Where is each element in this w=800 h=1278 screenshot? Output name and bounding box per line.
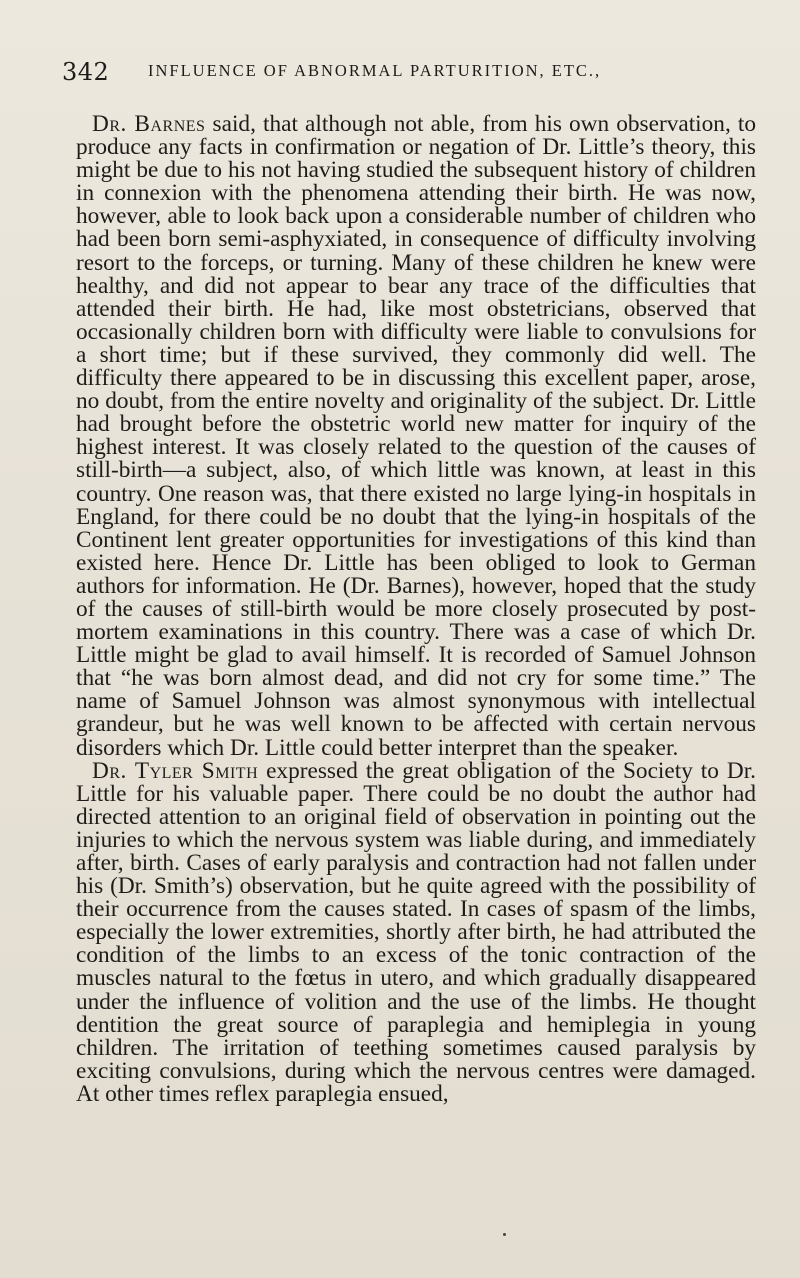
speaker-name: Dr. Barnes: [92, 111, 206, 137]
running-title: INFLUENCE OF ABNORMAL PARTURITION, ETC.,: [148, 61, 602, 80]
ink-speck: [503, 1233, 506, 1236]
paragraph-text: said, that although not able, from his own observation, to produce any facts in confirmation or negation of Dr. Little’s theory, this might be due to his not having studied the subsequent history of children in connexion with the phenomena attending their birth. He was now, however, able to look back upon a considerable number of children who had been born semi-asphyxiated, in consequence of difficulty involving resort to the forceps, or turning. Many of these children he knew were healthy, and did not appear to bear any trace of the difficulties that attended their birth. He had, like most obstetricians, observed that occasionally children born with difficulty were liable to convulsions for a short time; but if these survived, they commonly did well. The difficulty there appeared to be in discussing this excellent paper, arose, no doubt, from the entire novelty and originality of the subject. Dr. Little had brought before the obstetric world new matter for inquiry of the highest interest. It was closely related to the question of the causes of still-birth—a subject, also, of which little was known, at least in this country. One reason was, that there existed no large lying-in hospitals in England, for there could be no doubt that the lying-in hospitals of the Continent lent greater opportunities for investigations of this kind than existed here. Hence Dr. Little has been obliged to look to German authors for information. He (Dr. Barnes), however, hoped that the study of the causes of still-birth would be more closely prosecuted by post-mortem examinations in this country. There was a case of which Dr. Little might be glad to avail himself. It is recorded of Samuel Johnson that “he was born almost dead, and did not cry for some time.” The name of Samuel Johnson was almost synonymous with intellectual grandeur, but he was well known to be affected with certain nervous disorders which Dr. Little could better interpret than the speaker.: [76, 111, 757, 761]
paragraph-tyler-smith: [76, 757, 756, 1107]
paragraph-barnes: [76, 113, 756, 760]
speaker-name: Dr. Tyler Smith: [92, 757, 259, 784]
page-number: 342: [62, 58, 110, 86]
body-text: [76, 113, 756, 1106]
paragraph-text: expressed the great obligation of the Society to Dr. Little for his valuable paper. There could be no doubt the author had directed attention to an original field of observation in pointing out the injuries to which the nervous system was liable during, and immediately after, birth. Cases of early paralysis and contraction had not fallen under his (Dr. Smith’s) observation, but he quite agreed with the possibility of their occurrence from the causes stated. In cases of spasm of the limbs, especially the lower extremities, shortly after birth, he had attributed the condition of the limbs to an excess of the tonic contraction of the muscles natural to the fœtus in utero, and which gradually disappeared under the influence of volition and the use of the limbs. He thought dentition the great source of paraplegia and hemiplegia in young children. The irritation of teething sometimes caused paralysis by exciting convulsions, during which the nervous centres were damaged. At other times reflex paraplegia ensued,: [76, 757, 756, 1107]
